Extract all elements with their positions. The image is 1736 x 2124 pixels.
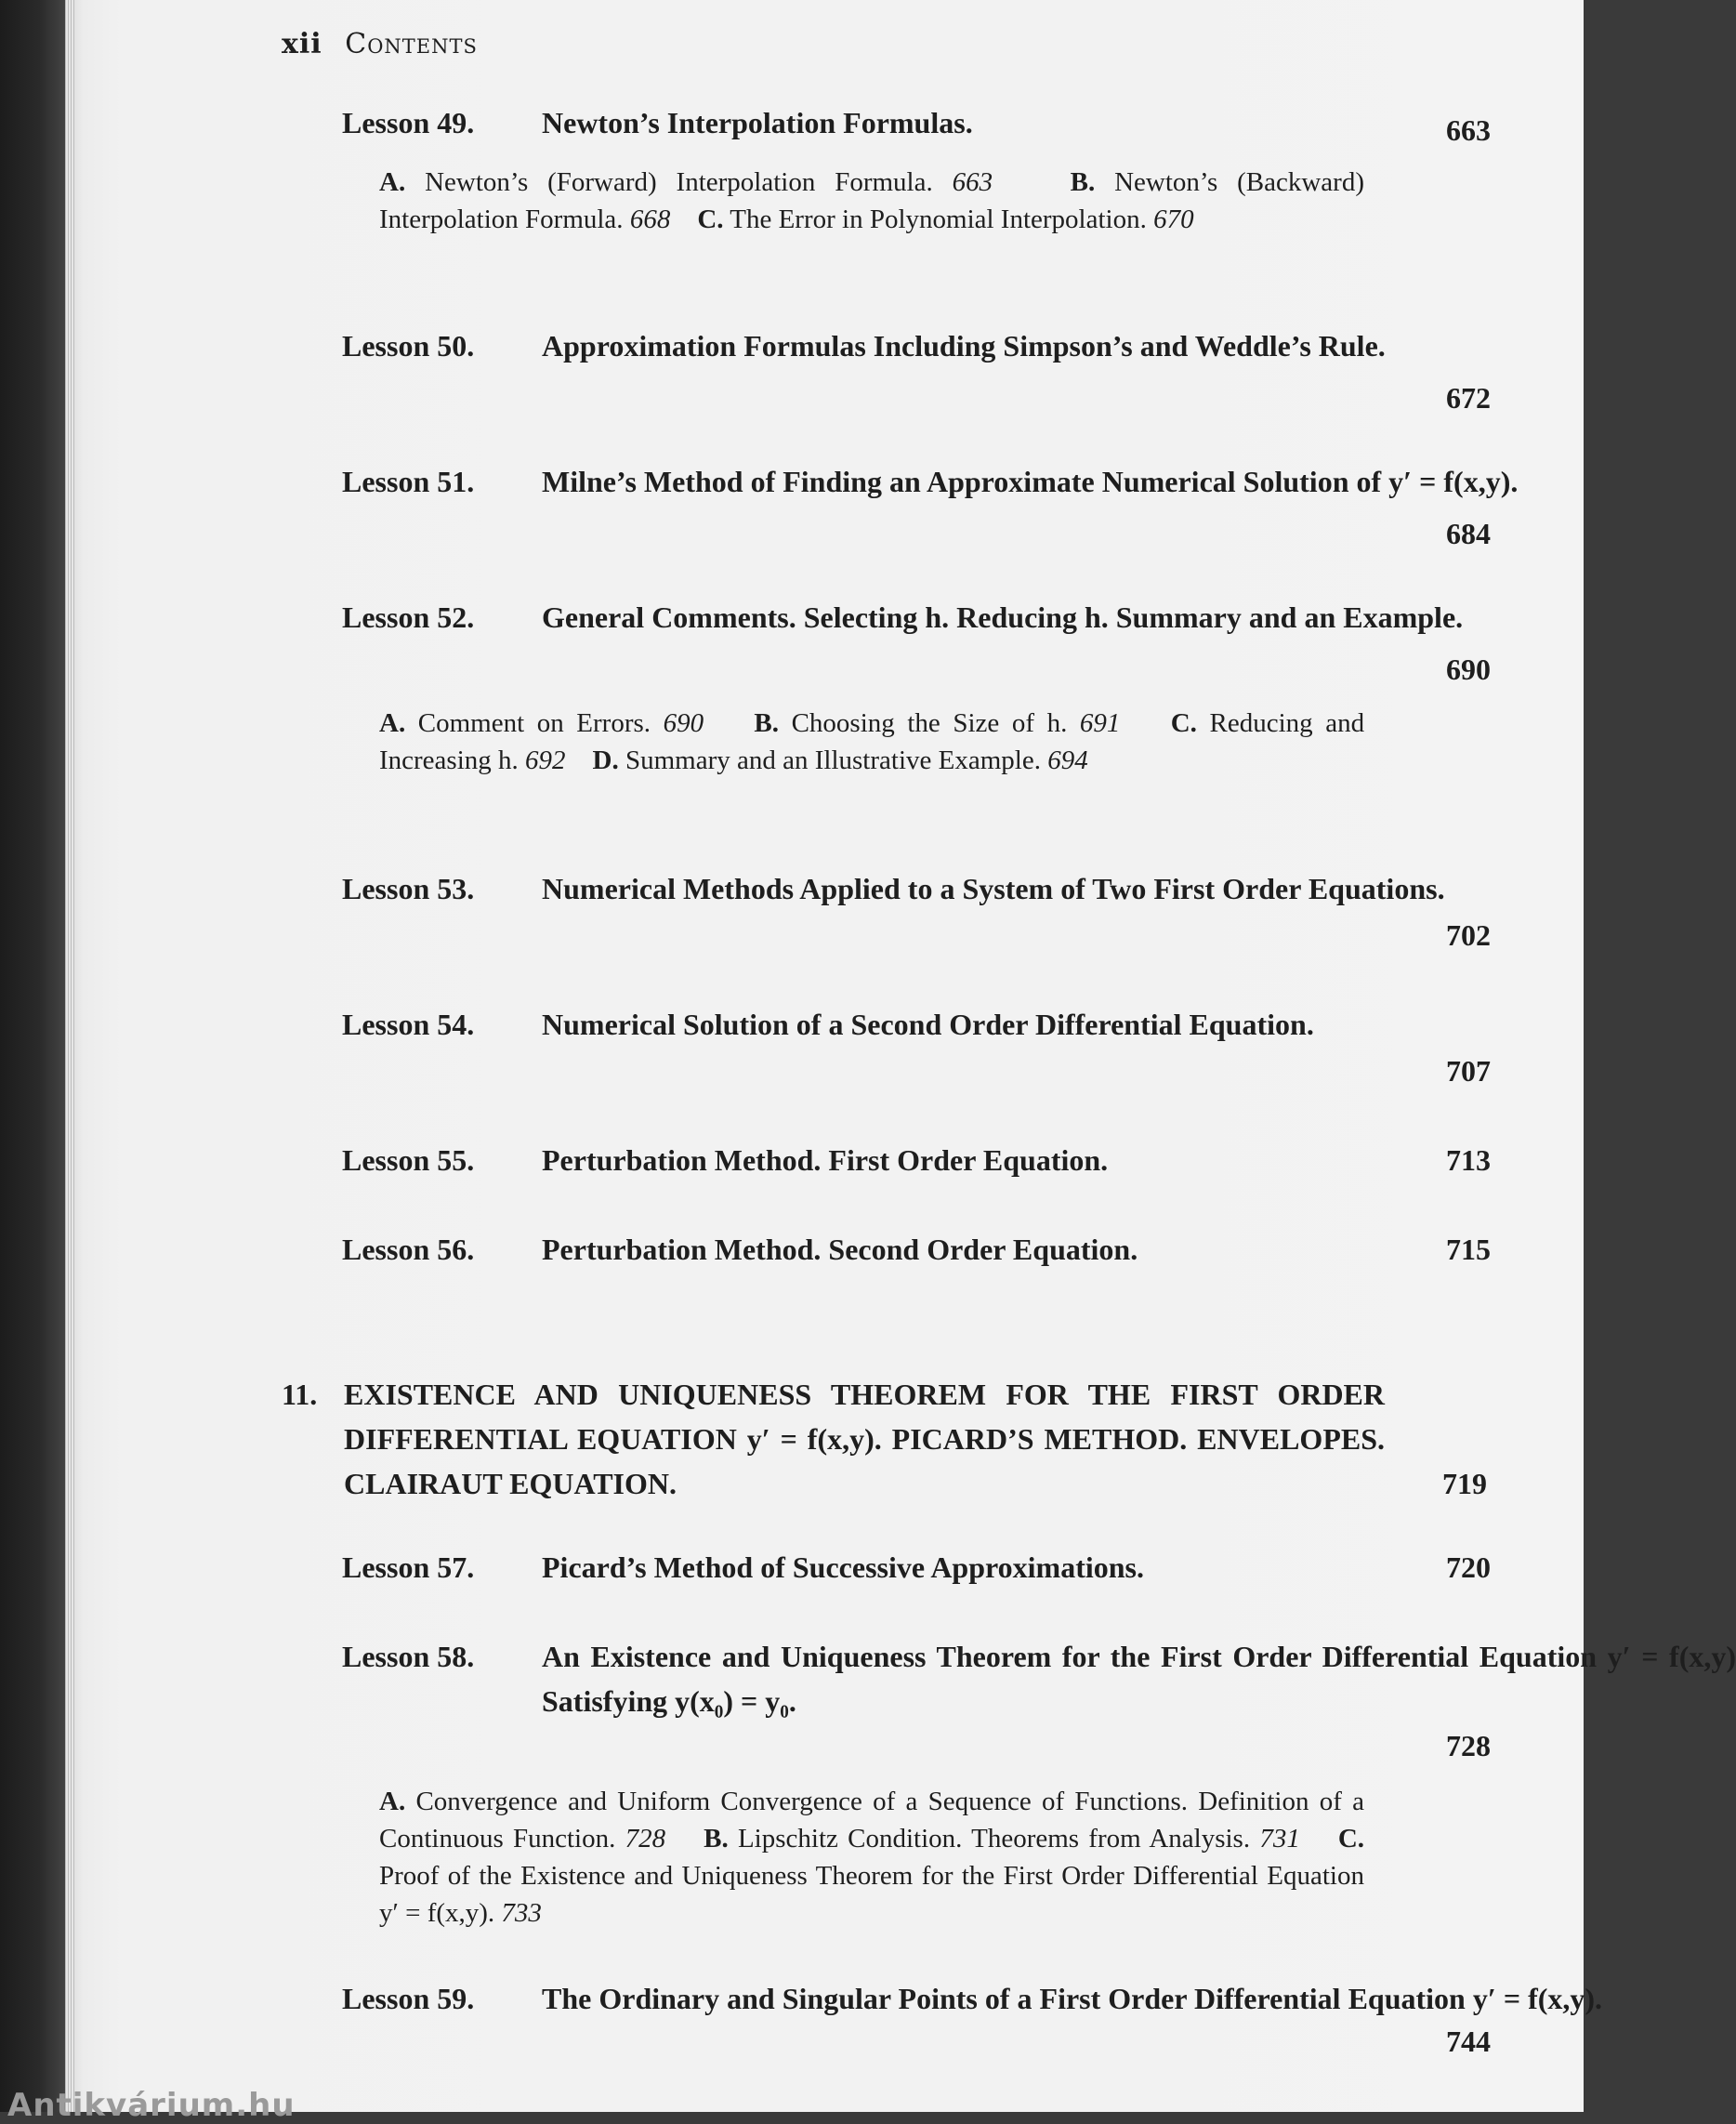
sub-letter: B.: [704, 1824, 729, 1854]
lesson-title: Perturbation Method. First Order Equation.: [542, 1143, 1109, 1177]
sub-text: Lipschitz Condition. Theorems from Analysis.: [737, 1824, 1251, 1854]
sub-letter: B.: [1070, 167, 1096, 197]
lesson-number: Lesson 51.: [342, 465, 475, 498]
lesson-title: The Ordinary and Singular Points of a First Order Differential Equation y′ = f(x,y).: [542, 1982, 1603, 2015]
sub-page: 731: [1259, 1824, 1300, 1854]
sub-letter: A.: [379, 1787, 406, 1816]
subsections-lesson-58: [379, 1783, 1364, 1932]
chapter-number: 11.: [282, 1378, 318, 1411]
lesson-title: General Comments. Selecting h. Reducing h. Summary and an Example.: [542, 600, 1464, 634]
sub-text: Convergence and Uniform Convergence of a Sequence of Functions. Definition of a Continuous Function.: [379, 1787, 1364, 1854]
sub-page: 690: [663, 708, 704, 738]
lesson-page: 728: [1446, 1729, 1491, 1762]
sub-page: 733: [501, 1898, 542, 1928]
lesson-page: 702: [1446, 918, 1491, 952]
chapter-page: 719: [1442, 1467, 1487, 1500]
lesson-title: Approximation Formulas Including Simpson’s and Weddle’s Rule.: [542, 329, 1386, 363]
sub-letter: B.: [754, 708, 779, 738]
lesson-title: Milne’s Method of Finding an Approximate Numerical Solution of y′ = f(x,y).: [542, 465, 1519, 498]
watermark-text: Antikvárium.hu: [7, 2087, 296, 2124]
lesson-number: Lesson 54.: [342, 1008, 475, 1041]
page-stack-edge: [65, 0, 74, 2112]
sub-page: 670: [1153, 204, 1194, 234]
sub-page: 691: [1079, 708, 1121, 738]
sub-page: 728: [625, 1824, 666, 1854]
lesson-page: 684: [1446, 517, 1491, 550]
sub-page: 663: [952, 167, 993, 197]
lesson-page: 707: [1446, 1054, 1491, 1088]
lesson-number: Lesson 50.: [342, 329, 475, 363]
sub-letter: A.: [379, 708, 406, 738]
chapter-title: EXISTENCE AND UNIQUENESS THEOREM FOR THE FIRST ORDER DIFFERENTIAL EQUATION y′ = f(x,y). PICARD’S METHOD. ENVELOPES. CLAIRAUT EQUATION.: [344, 1378, 1385, 1500]
lesson-page: 690: [1446, 653, 1491, 686]
sub-text: Newton’s (Forward) Interpolation Formula.: [425, 167, 933, 197]
lesson-title: Picard’s Method of Successive Approximations.: [542, 1550, 1144, 1584]
sub-letter: C.: [1337, 1824, 1365, 1854]
sub-text: Newton’s (Backward) Interpolation Formula.: [379, 167, 1364, 234]
lesson-number: Lesson 58.: [342, 1640, 475, 1673]
lesson-page: 715: [1446, 1233, 1491, 1266]
lesson-page: 720: [1446, 1550, 1491, 1584]
lesson-title: An Existence and Uniqueness Theorem for the First Order Differential Equation y′ = f(x,y) Satisfying y(x₀) = y₀.: [542, 1640, 1736, 1718]
running-header: [282, 28, 478, 60]
lesson-number: Lesson 53.: [342, 872, 475, 905]
sub-text: The Error in Polynomial Interpolation.: [730, 204, 1147, 234]
lesson-page: 663: [1446, 113, 1491, 147]
sub-letter: C.: [697, 204, 724, 234]
header-title: Contents: [345, 28, 478, 60]
lesson-number: Lesson 49.: [342, 106, 475, 139]
lesson-page: 672: [1446, 381, 1491, 415]
sub-page: 694: [1047, 745, 1088, 775]
sub-letter: A.: [379, 167, 406, 197]
lesson-title: Newton’s Interpolation Formulas.: [542, 106, 973, 139]
sub-text: Choosing the Size of h.: [791, 708, 1068, 738]
subsections-lesson-52: [379, 705, 1364, 779]
lesson-title: Numerical Solution of a Second Order Differential Equation.: [542, 1008, 1314, 1041]
sub-text: Comment on Errors.: [417, 708, 651, 738]
sub-text: Reducing and Increasing h.: [379, 708, 1365, 775]
lesson-number: Lesson 56.: [342, 1233, 475, 1266]
lesson-number: Lesson 52.: [342, 600, 475, 634]
lesson-number: Lesson 57.: [342, 1550, 475, 1584]
header-page-number: xii: [282, 28, 322, 60]
book-spine-shadow: [0, 0, 65, 2112]
lesson-title: Perturbation Method. Second Order Equation.: [542, 1233, 1138, 1266]
sub-letter: C.: [1170, 708, 1197, 738]
lesson-page: 713: [1446, 1143, 1491, 1177]
sub-letter: D.: [592, 745, 619, 775]
lesson-page: 744: [1446, 2025, 1491, 2058]
lesson-title: Numerical Methods Applied to a System of Two First Order Equations.: [542, 872, 1445, 905]
lesson-number: Lesson 59.: [342, 1982, 475, 2015]
sub-page: 692: [525, 745, 566, 775]
sub-text: Proof of the Existence and Uniqueness Theorem for the First Order Differential Equation y′ = f(x,y).: [379, 1861, 1364, 1928]
sub-page: 668: [629, 204, 671, 234]
sub-text: Summary and an Illustrative Example.: [625, 745, 1041, 775]
lesson-number: Lesson 55.: [342, 1143, 475, 1177]
subsections-lesson-49: [379, 164, 1364, 238]
